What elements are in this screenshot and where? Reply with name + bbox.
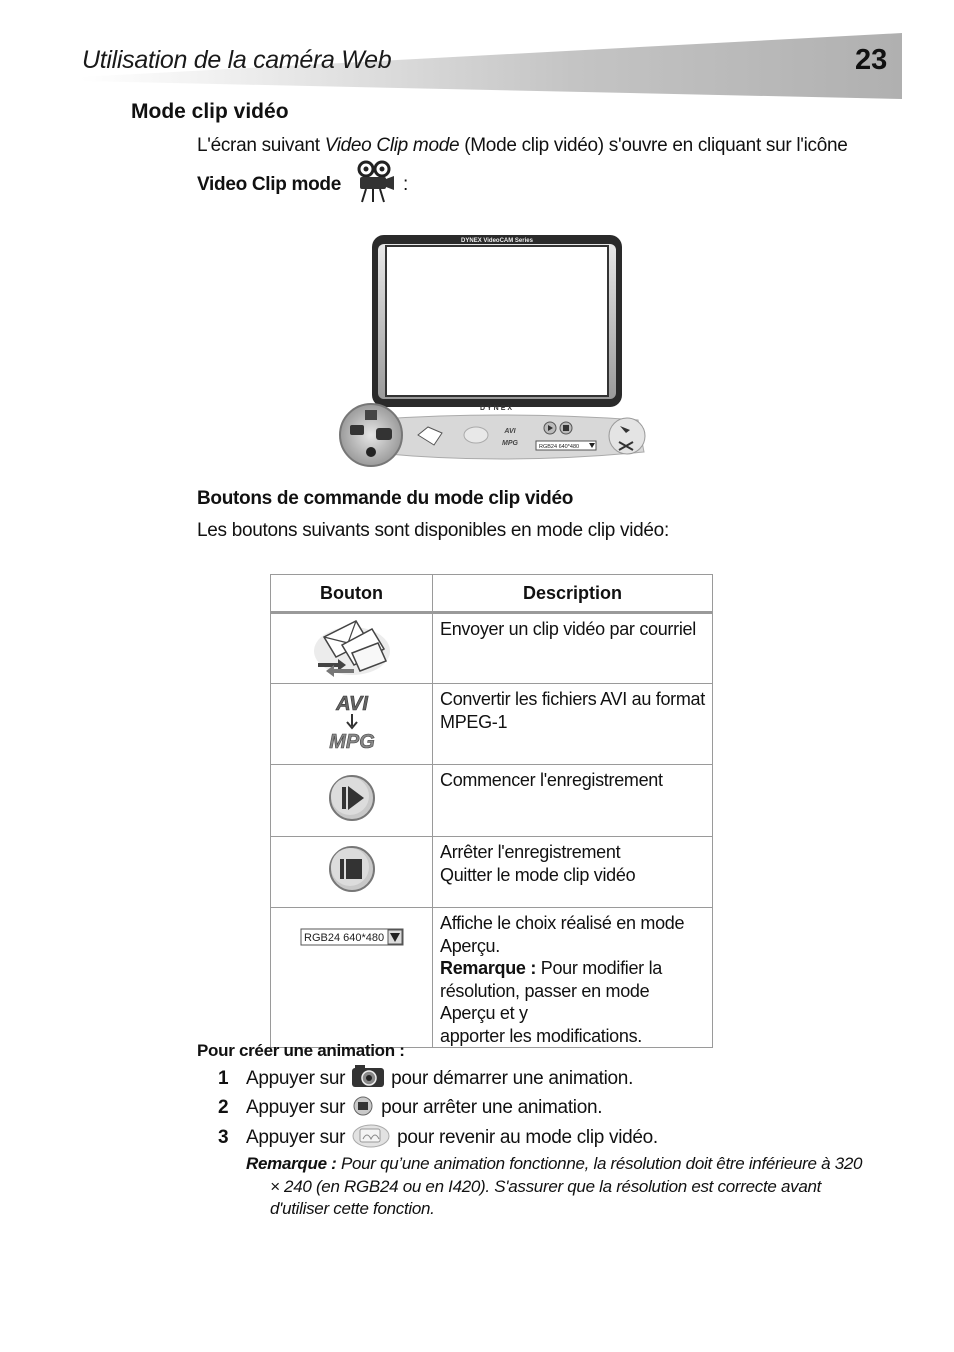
table-row [271, 765, 713, 837]
description-note-line [440, 957, 706, 980]
step-text-before: Appuyer sur [246, 1097, 346, 1119]
return-button-small [464, 427, 488, 443]
note-text: Pour qu’une animation fonctionne, la résolution doit être inférieure à 320 × 240 (en RGB24 ou en I420). S'assurer que la résolution est correcte avant d'utiliser cette fonction. [270, 1154, 863, 1218]
video-clip-return-icon [351, 1121, 391, 1155]
section-title: Mode clip vidéo [131, 100, 289, 123]
step-text-before: Appuyer sur [246, 1067, 346, 1089]
row-email-description [433, 613, 713, 684]
brand-label: DYNEX [479, 405, 515, 412]
page-number: 23 [855, 44, 888, 76]
note-label: Remarque : [440, 958, 537, 978]
camera-icon [351, 1064, 385, 1094]
description-line: résolution, passer en mode Aperçu et y [440, 980, 650, 1023]
resolution-dropdown-icon [271, 908, 433, 1048]
description-line: Aperçu. [440, 935, 500, 956]
step-text-after: pour démarrer une animation. [391, 1067, 634, 1089]
preview-window [386, 246, 608, 396]
row-stop-description [433, 837, 713, 908]
step-1 [218, 1064, 918, 1094]
step-number: 1 [218, 1067, 229, 1089]
stop-glyph-small [563, 425, 569, 431]
email-icon [271, 613, 433, 684]
step-number: 2 [218, 1097, 229, 1119]
step-number: 3 [218, 1126, 229, 1148]
buttons-section-title: Boutons de commande du mode clip vidéo [197, 488, 574, 509]
buttons-section-intro: Les boutons suivants sont disponibles en mode clip vidéo: [197, 520, 669, 541]
dropdown-value: RGB24 640*480 [303, 932, 384, 944]
table-header-row [271, 575, 713, 613]
step-2 [218, 1094, 918, 1124]
video-clip-mode-icon [354, 159, 398, 211]
description-line: Affiche le choix réalisé en mode [440, 913, 685, 933]
description-line: Quitter le mode clip vidéo [440, 864, 636, 885]
app-title-bar: DYNEX VideoCAM Series [461, 238, 533, 244]
intro-text-3: : [402, 174, 408, 196]
description-line: apporter les modifications. [440, 1025, 643, 1046]
avi-to-mpg-icon [271, 684, 433, 765]
step-text-before: Appuyer sur [246, 1126, 346, 1148]
steps-list [218, 1064, 918, 1153]
camera-mode-icon [350, 425, 364, 435]
stop-icon [271, 837, 433, 908]
row-resolution-description [433, 908, 713, 1048]
header-button: Bouton [271, 575, 433, 613]
video-mode-icon [366, 447, 376, 457]
note-text: Pour modifier la [536, 958, 662, 978]
howto-title: Pour créer une animation : [197, 1041, 405, 1060]
avi-label: AVI [335, 693, 368, 716]
animation-note [246, 1153, 866, 1221]
intro-italic: Video Clip mode [324, 135, 460, 156]
play-icon [271, 765, 433, 837]
control-bar [368, 415, 644, 459]
header-title: Utilisation de la caméra Web [82, 46, 392, 74]
step-text-after: pour revenir au mode clip vidéo. [397, 1126, 658, 1148]
header-description: Description [433, 575, 713, 613]
description-line: Commencer l'enregistrement [440, 770, 663, 790]
intro-text-2: (Mode clip vidéo) s'ouvre en cliquant sur l'icône [459, 135, 848, 156]
description-line: Convertir les fichiers AVI au format [440, 689, 705, 709]
snapshot-mode-icon [365, 410, 377, 420]
row-convert-description [433, 684, 713, 765]
step-3 [218, 1123, 918, 1153]
mpg-label-small: MPG [502, 440, 518, 447]
table-row [271, 613, 713, 684]
table-row [271, 908, 713, 1048]
table-row [271, 684, 713, 765]
settings-dial [609, 418, 645, 454]
mpg-label: MPG [328, 731, 375, 754]
description-line: MPEG-1 [440, 711, 508, 732]
intro-text-1: L'écran suivant [197, 135, 325, 156]
resolution-text-small: RGB24 640*480 [539, 444, 580, 450]
table-row [271, 837, 713, 908]
buttons-table [270, 574, 713, 1048]
stop-small-icon [351, 1094, 375, 1122]
avi-label-small: AVI [504, 428, 516, 435]
step-text-after: pour arrêter une animation. [381, 1097, 603, 1119]
videocam-app-screenshot [338, 230, 650, 474]
description-line: Envoyer un clip vidéo par courriel [440, 619, 696, 639]
row-play-description [433, 765, 713, 837]
description-line: Arrêter l'enregistrement [440, 842, 621, 862]
intro-paragraph [197, 132, 897, 211]
photo-mode-icon [376, 428, 392, 440]
intro-bold: Video Clip mode [197, 174, 342, 196]
note-label: Remarque : [246, 1154, 337, 1173]
